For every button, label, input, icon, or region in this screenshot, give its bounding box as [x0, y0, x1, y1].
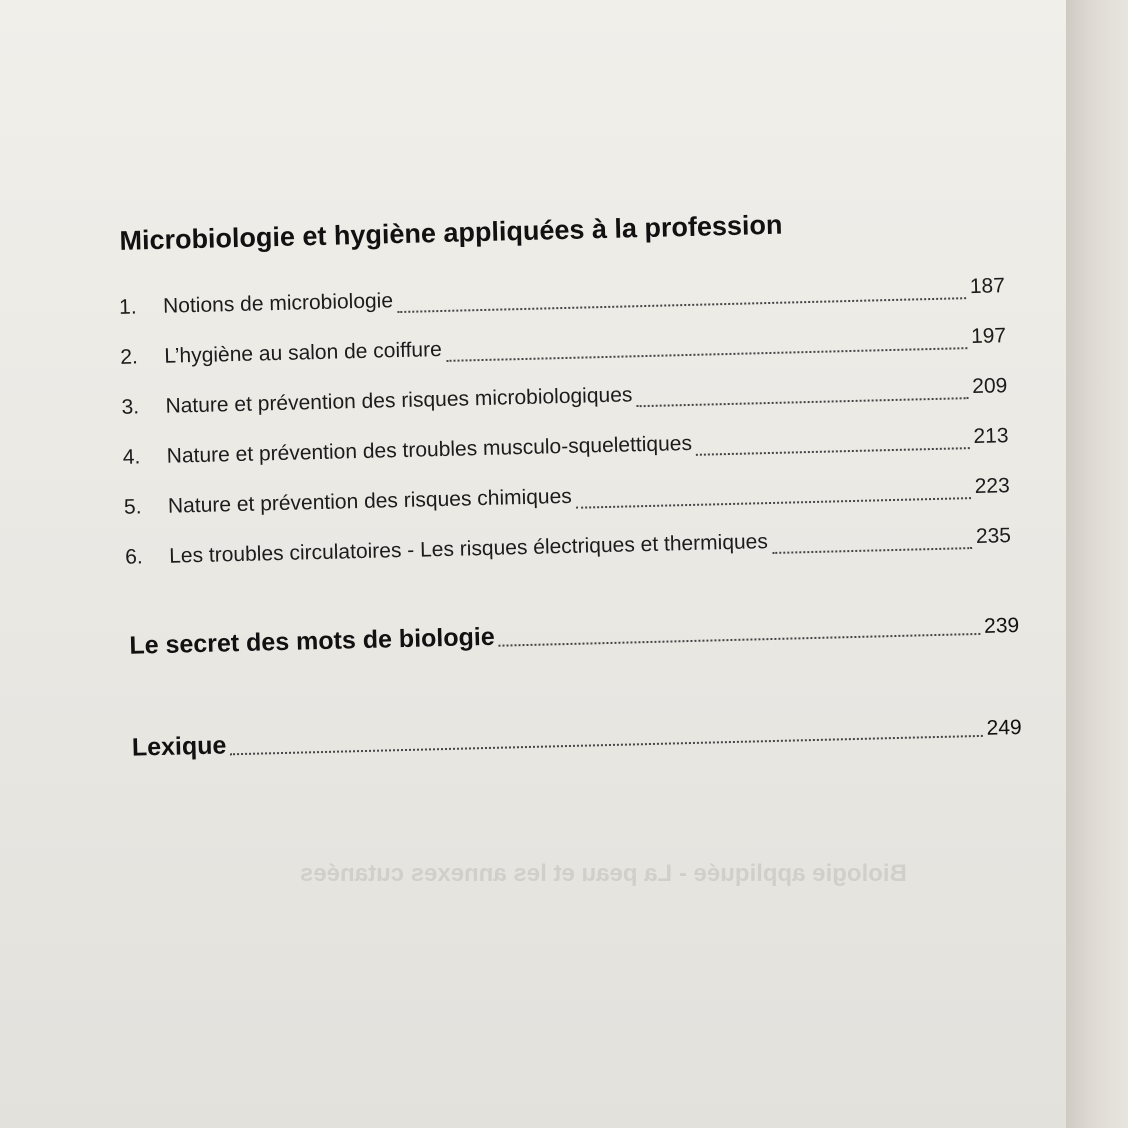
- leader-dots: [696, 446, 970, 456]
- entry-title: L’hygiène au salon de coiffure: [164, 337, 443, 368]
- leader-dots: [397, 296, 966, 313]
- toc-entry-2: [116, 324, 1006, 376]
- entry-title: Les troubles circulatoires - Les risques électriques et thermiques: [168, 530, 769, 568]
- entry-page: 235: [975, 524, 1012, 548]
- entry-page: 249: [986, 715, 1022, 740]
- next-page-edge: [1066, 0, 1128, 1128]
- entry-title: Nature et prévention des risques chimiques: [167, 484, 573, 518]
- toc-entry-secret-des-mots: [129, 610, 1019, 662]
- entry-number: 1.: [118, 295, 137, 319]
- entry-title: Lexique: [131, 731, 227, 762]
- toc-entry-lexique: [132, 712, 1022, 764]
- section-title: Microbiologie et hygiène appliquées à la profession: [119, 209, 783, 256]
- leader-dots: [576, 496, 971, 509]
- toc-entry-4: [118, 424, 1008, 476]
- entry-page: 223: [974, 474, 1011, 499]
- leader-dots: [772, 546, 972, 554]
- toc-entry-5: [120, 474, 1010, 526]
- entry-number: 3.: [121, 395, 140, 419]
- entry-number: 2.: [120, 345, 139, 369]
- toc-entry-6: [121, 524, 1011, 576]
- entry-title: Nature et prévention des risques microbiologiques: [165, 383, 633, 418]
- entry-page: 213: [973, 424, 1009, 449]
- entry-page: 239: [983, 613, 1020, 638]
- leader-dots: [499, 632, 980, 647]
- entry-page: 197: [970, 324, 1007, 349]
- entry-page: 209: [971, 374, 1008, 399]
- entry-number: 6.: [124, 545, 144, 569]
- leader-dots: [231, 734, 983, 755]
- show-through-text: Biologie appliquée - La peau et les annexes cutanées: [300, 860, 907, 887]
- leader-dots: [637, 396, 969, 407]
- entry-page: 187: [969, 274, 1006, 299]
- entry-title: Notions de microbiologie: [162, 289, 394, 318]
- table-of-contents: [112, 158, 1022, 762]
- entry-title: Nature et prévention des troubles musculo-squelettiques: [166, 431, 693, 468]
- toc-entry-3: [117, 374, 1007, 426]
- toc-entry-1: [115, 274, 1005, 326]
- leader-dots: [446, 346, 967, 362]
- entry-number: 4.: [122, 445, 141, 469]
- entry-number: 5.: [123, 495, 142, 519]
- entry-title: Le secret des mots de biologie: [129, 622, 496, 660]
